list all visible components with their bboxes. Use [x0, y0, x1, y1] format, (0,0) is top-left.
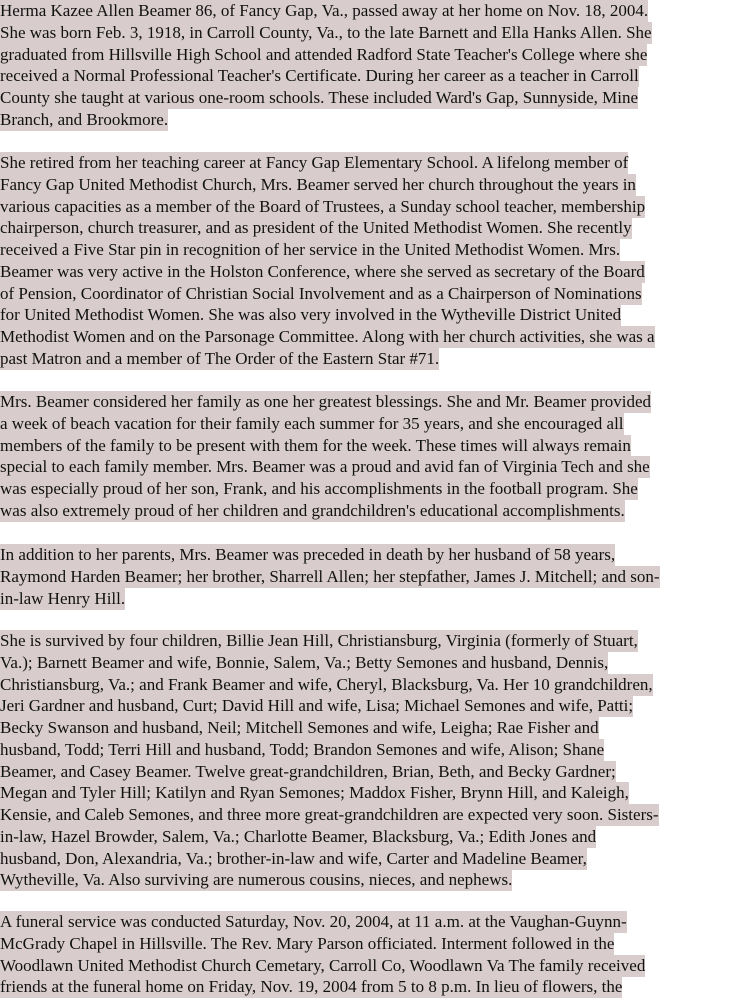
text-line: for United Methodist Women. She was also very involved in the Wytheville District United: [0, 305, 622, 325]
text-line: Christiansburg, Va.; and Frank Beamer and wife, Cheryl, Blacksburg, Va. Her 10 grandchildren,: [0, 674, 653, 694]
text-line: past Matron and a member of The Order of the Eastern Star #71.: [0, 348, 440, 368]
text-line: in-law Henry Hill.: [0, 588, 126, 608]
paragraph-church-service: [0, 152, 738, 370]
text-line: Herma Kazee Allen Beamer 86, of Fancy Gap, Va., passed away at her home on Nov. 18, 2004.: [0, 1, 649, 20]
paragraph-birth-career: [0, 0, 738, 131]
text-line: Methodist Women and on the Parsonage Committee. Along with her church activities, she was a: [0, 327, 655, 346]
text-line: husband, Don, Alexandria, Va.; brother-in-law and wife, Carter and Madeline Beamer,: [0, 848, 587, 868]
text-line: was also extremely proud of her children and grandchildren's educational accomplishments.: [0, 500, 625, 520]
text-line: County she taught at various one-room schools. These included Ward's Gap, Sunnyside, Mine: [0, 88, 638, 107]
paragraph-survivors: [0, 630, 738, 891]
text-line: Jeri Gardner and husband, Curt; David Hill and wife, Lisa; Michael Semones and wife, Patti;: [0, 696, 634, 716]
text-line: A funeral service was conducted Saturday, Nov. 20, 2004, at 11 a.m. at the Vaughan-Guynn-: [0, 912, 627, 931]
text-line: Raymond Harden Beamer; her brother, Sharrell Allen; her stepfather, James J. Mitchell; and son-: [0, 566, 660, 586]
text-line: McGrady Chapel in Hillsville. The Rev. Mary Parson officiated. Interment followed in the: [0, 933, 615, 953]
text-line: She is survived by four children, Billie Jean Hill, Christiansburg, Virginia (formerly of Stuart,: [0, 631, 638, 650]
text-line: of Pension, Coordinator of Christian Social Involvement and as a Chairperson of Nominations: [0, 283, 642, 303]
text-line: Megan and Tyler Hill; Katilyn and Ryan Semones; Maddox Fisher, Brynn Hill, and Kaleigh,: [0, 783, 629, 803]
text-line: was especially proud of her son, Frank, and his accomplishments in the football program. She: [0, 479, 638, 498]
text-line: Beamer, and Casey Beamer. Twelve great-grandchildren, Brian, Beth, and Becky Gardner;: [0, 761, 616, 781]
text-line: She was born Feb. 3, 1918, in Carroll County, Va., to the late Barnett and Ella Hanks Allen. She: [0, 22, 652, 42]
paragraph-funeral-service: [0, 911, 738, 998]
paragraph-family-blessings: [0, 391, 738, 522]
text-line: Becky Swanson and husband, Neil; Mitchell Semones and wife, Leigha; Rae Fisher and: [0, 718, 599, 737]
text-line: Woodlawn United Methodist Church Cemetary, Carroll Co, Woodlawn Va The family received: [0, 955, 646, 975]
text-line: Wytheville, Va. Also surviving are numerous cousins, nieces, and nephews.: [0, 870, 513, 890]
text-line: members of the family to be present with them for the week. These times will always remain: [0, 435, 631, 455]
text-line: Va.); Barnett Beamer and wife, Bonnie, Salem, Va.; Betty Semones and husband, Dennis,: [0, 652, 609, 672]
paragraph-preceded-in-death: [0, 544, 738, 609]
text-line: in-law, Hazel Browder, Salem, Va.; Charlotte Beamer, Blacksburg, Va.; Edith Jones and: [0, 826, 597, 846]
text-line: Branch, and Brookmore.: [0, 109, 169, 129]
text-line: special to each family member. Mrs. Beamer was a proud and avid fan of Virginia Tech and she: [0, 457, 650, 477]
text-line: Kensie, and Caleb Semones, and three more great-grandchildren are expected very soon. Sisters-: [0, 805, 659, 824]
text-line: various capacities as a member of the Board of Trustees, a Sunday school teacher, membership: [0, 196, 646, 216]
text-line: received a Normal Professional Teacher's Certificate. During her career as a teacher in Carroll: [0, 66, 639, 86]
text-line: In addition to her parents, Mrs. Beamer was preceded in death by her husband of 58 years,: [0, 545, 616, 564]
text-line: husband, Todd; Terri Hill and husband, Todd; Brandon Semones and wife, Alison; Shane: [0, 739, 605, 759]
text-line: graduated from Hillsville High School and attended Radford State Teacher's College where she: [0, 44, 648, 64]
text-line: chairperson, church treasurer, and as president of the United Methodist Women. She recently: [0, 218, 632, 238]
text-line: Fancy Gap United Methodist Church, Mrs. Beamer served her church throughout the years in: [0, 174, 636, 194]
text-line: received a Five Star pin in recognition of her service in the United Methodist Women. Mrs.: [0, 240, 621, 259]
text-line: Beamer was very active in the Holston Conference, where she served as secretary of the Board: [0, 261, 645, 281]
text-line: She retired from her teaching career at Fancy Gap Elementary School. A lifelong member of: [0, 153, 629, 172]
text-line: friends at the funeral home on Friday, Nov. 19, 2004 from 5 to 8 p.m. In lieu of flowers, the: [0, 977, 623, 997]
text-line: a week of beach vacation for their family each summer for 35 years, and she encouraged all: [0, 413, 624, 433]
text-line: Mrs. Beamer considered her family as one her greatest blessings. She and Mr. Beamer provided: [0, 392, 652, 411]
